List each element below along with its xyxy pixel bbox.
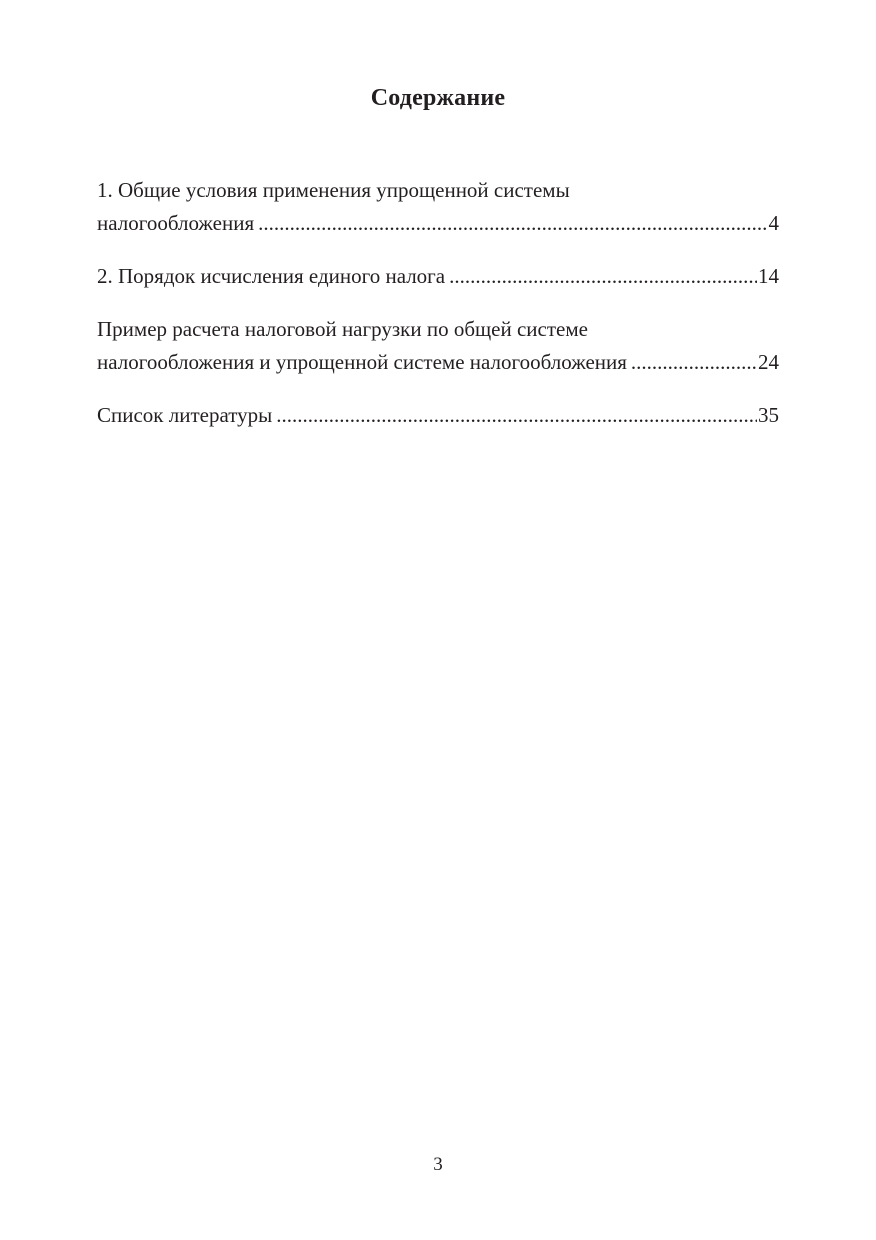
toc-page-number: 4 (768, 211, 779, 235)
toc-entry-text-line: Пример расчета налоговой нагрузки по общей системе (97, 317, 588, 341)
page-title: Содержание (370, 85, 506, 111)
toc-entry-text-line: налогообложения и упрощенной системе налогообложения (97, 350, 627, 374)
dot-leader (276, 399, 757, 432)
dot-leader (449, 260, 757, 293)
toc-page-number: 24 (758, 350, 779, 374)
dot-leader (631, 346, 757, 379)
toc-page-number: 35 (758, 403, 779, 427)
toc-entry-text-line: 2. Порядок исчисления единого налога (97, 264, 446, 288)
page-number: 3 (433, 1154, 443, 1175)
table-of-contents (97, 174, 779, 452)
toc-entry-leader-line (97, 260, 779, 293)
toc-entry-text-line: 1. Общие условия применения упрощенной системы (97, 178, 570, 202)
toc-entry-leader-line (97, 399, 779, 432)
toc-entry-leader-line (97, 207, 779, 240)
toc-entry-text-line: Список литературы (97, 403, 273, 427)
toc-entry-references[interactable] (97, 399, 779, 432)
toc-page-number: 14 (758, 264, 779, 288)
dot-leader (258, 207, 767, 240)
toc-entry-leader-line (97, 346, 779, 379)
toc-entry-general-conditions[interactable] (97, 174, 779, 240)
toc-entry-text-line: налогообложения (97, 211, 255, 235)
toc-entry-tax-calculation[interactable] (97, 260, 779, 293)
toc-entry-calculation-example[interactable] (97, 313, 779, 379)
